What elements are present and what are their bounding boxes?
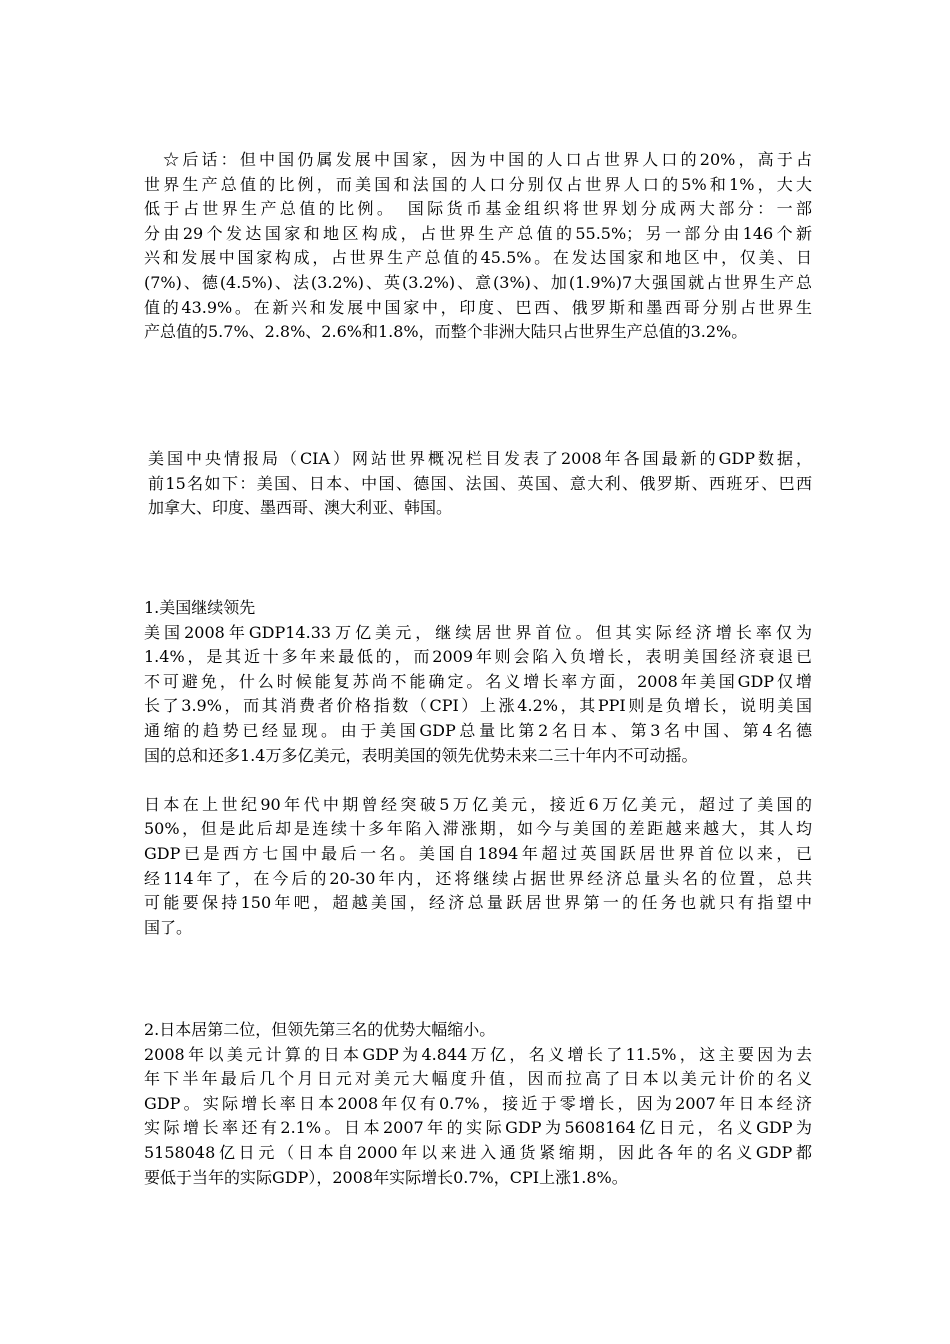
text-line: 低于占世界生产总值的比例。 国际货币基金组织将世界划分成两大部分：一部 <box>144 199 812 219</box>
text-line: 产总值的5.7%、2.8%、2.6%和1.8%，而整个非洲大陆只占世界生产总值的3.2%。 <box>144 322 748 342</box>
text-line: 美国中央情报局（CIA）网站世界概况栏目发表了2008年各国最新的GDP数据， <box>148 449 812 468</box>
section-2-heading: 2.日本居第二位，但领先第三名的优势大幅缩小。 <box>144 1020 496 1039</box>
text-line: 值的43.9%。在新兴和发展中国家中，印度、巴西、俄罗斯和墨西哥分别占世界生 <box>144 297 812 317</box>
text-line: 可能要保持150年吧，超越美国，经济总量跃居世界第一的任务也就只有指望中 <box>144 893 812 913</box>
text-line: 长了3.9%，而其消费者价格指数（CPI）上涨4.2%，其PPI则是负增长，说明美国 <box>144 696 812 716</box>
text-line: 实际增长率还有2.1%。日本2007年的实际GDP为5608164亿日元，名义GDP为 <box>144 1118 812 1138</box>
text-line: 通缩的趋势已经显现。由于美国GDP总量比第2名日本、第3名中国、第4名德 <box>144 720 812 740</box>
text-line: GDP已是西方七国中最后一名。美国自1894年超过英国跃居世界首位以来，已 <box>144 843 812 863</box>
text-line: 年下半年最后几个月日元对美元大幅度升值，因而拉高了日本以美元计价的名义 <box>144 1069 812 1089</box>
text-line: 前15名如下：美国、日本、中国、德国、法国、英国、意大利、俄罗斯、西班牙、巴西 <box>148 473 812 493</box>
text-line: 日本在上世纪90年代中期曾经突破5万亿美元，接近6万亿美元，超过了美国的 <box>144 794 812 814</box>
text-line: GDP。实际增长率日本2008年仅有0.7%，接近于零增长，因为2007年日本经济 <box>144 1093 812 1113</box>
text-line: 美国2008年GDP14.33万亿美元，继续居世界首位。但其实际经济增长率仅为 <box>144 622 812 642</box>
text-line: 1.4%，是其近十多年来最低的，而2009年则会陷入负增长，表明美国经济衰退已 <box>144 647 812 667</box>
cia-intro-paragraph <box>148 447 812 521</box>
text-line: 经114年了，在今后的20-30年内，还将继续占据世界经济总量头名的位置，总共 <box>144 868 812 888</box>
afterword-paragraph <box>144 148 812 345</box>
text-line: 5158048亿日元（日本自2000年以来进入通货紧缩期，因此各年的名义GDP都 <box>144 1142 812 1162</box>
text-line: 分由29个发达国家和地区构成，占世界生产总值的55.5%；另一部分由146个新 <box>144 223 812 243</box>
paragraph-gap <box>144 768 812 793</box>
text-line: ☆后话：但中国仍属发展中国家，因为中国的人口占世界人口的20%，高于占 <box>144 150 812 169</box>
section-1-heading: 1.美国继续领先 <box>144 598 256 617</box>
section-2 <box>144 1018 812 1190</box>
text-line: 兴和发展中国家构成，占世界生产总值的45.5%。在发达国家和地区中，仅美、日 <box>144 248 812 268</box>
text-line: 国的总和还多1.4万多亿美元，表明美国的领先优势未来二三十年内不可动摇。 <box>144 745 698 765</box>
text-line: 2008年以美元计算的日本GDP为4.844万亿，名义增长了11.5%，这主要因为去 <box>144 1044 812 1064</box>
text-line: 加拿大、印度、墨西哥、澳大利亚、韩国。 <box>148 498 453 518</box>
text-line: 要低于当年的实际GDP），2008年实际增长0.7%，CPI上涨1.8%。 <box>144 1167 628 1187</box>
section-1 <box>144 596 812 940</box>
text-line: 世界生产总值的比例，而美国和法国的人口分别仅占世界人口的5%和1%，大大 <box>144 174 812 194</box>
text-line: 50%，但是此后却是连续十多年陷入滞涨期，如今与美国的差距越来越大，其人均 <box>144 819 812 839</box>
text-line: 国了。 <box>144 917 193 937</box>
text-line: 不可避免，什么时候能复苏尚不能确定。名义增长率方面，2008年美国GDP仅增 <box>144 671 812 691</box>
text-line: (7%)、德(4.5%)、法(3.2%)、英(3.2%)、意(3%)、加(1.9%)7大强国就占世界生产总 <box>144 272 812 292</box>
